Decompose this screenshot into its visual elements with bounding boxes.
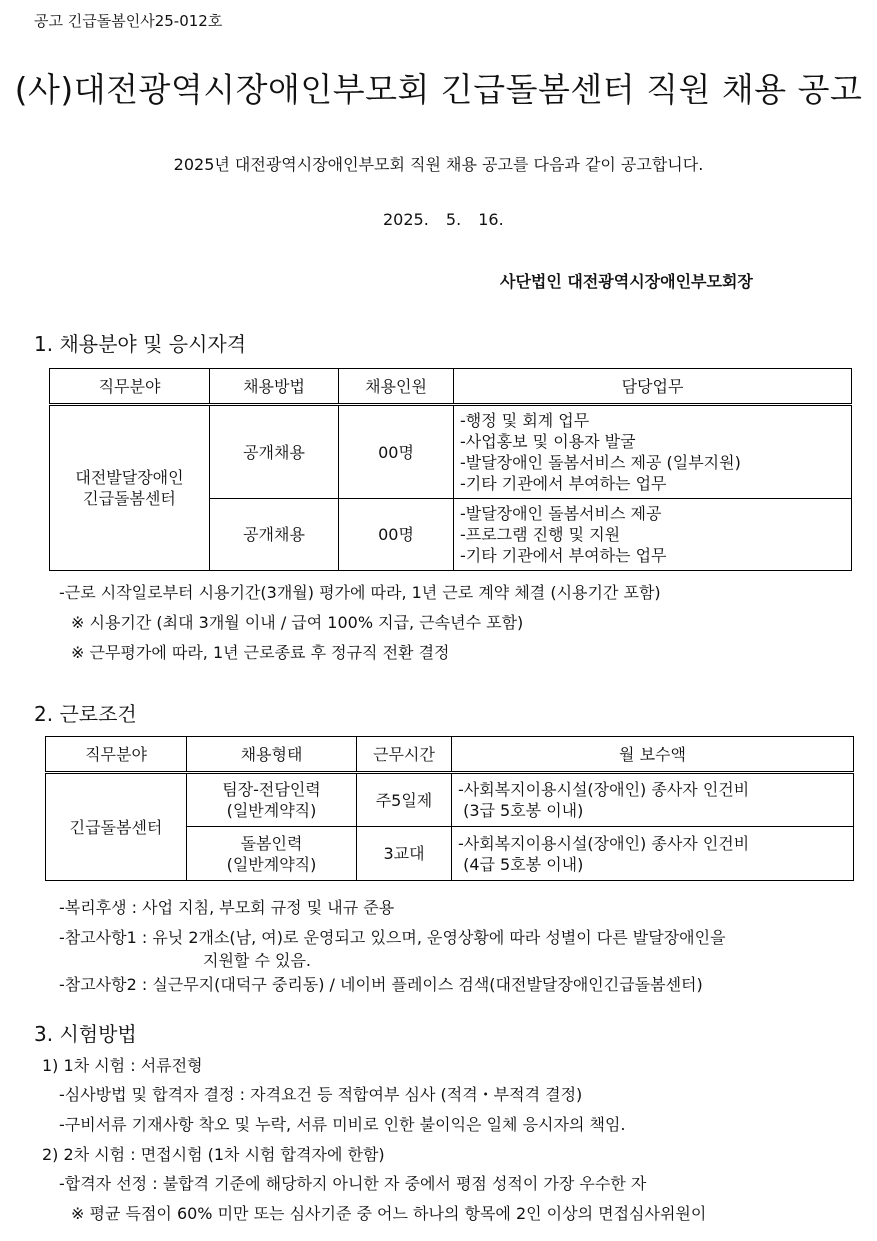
exam-stage: 2) 2차 시험 : 면접시험 (1차 시험 합격자에 한함) — [42, 1145, 385, 1164]
duty-item: -프로그램 진행 및 지원 — [460, 525, 621, 544]
table-row — [50, 405, 852, 499]
job-field-cell: 긴급돌봄센터 — [46, 773, 187, 881]
method-cell: 공개채용 — [210, 499, 339, 571]
section2-note: -복리후생 : 사업 지침, 부모회 규정 및 내규 준용 — [59, 898, 395, 917]
duties-cell — [454, 499, 852, 571]
exam-stage: 1) 1차 시험 : 서류전형 — [42, 1056, 203, 1075]
section3-heading: 3. 시험방법 — [34, 1022, 137, 1046]
pay-line: -사회복지이용시설(장애인) 종사자 인건비 — [458, 833, 750, 853]
table-row — [46, 773, 854, 827]
col-header-method: 채용방법 — [210, 369, 339, 405]
pay-cell — [452, 827, 854, 881]
section1-note: ※ 시용기간 (최대 3개월 이내 / 급여 100% 지급, 근속년수 포함) — [71, 613, 524, 632]
duties-cell — [454, 405, 852, 499]
work-conditions-table — [45, 736, 854, 881]
duty-item: -발달장애인 돌봄서비스 제공 — [460, 504, 662, 523]
exam-detail: -심사방법 및 합격자 결정 : 자격요건 등 적합여부 심사 (적격・부적격 결정) — [59, 1085, 583, 1104]
hours-cell: 주5일제 — [357, 773, 452, 827]
duty-item: -기타 기관에서 부여하는 업무 — [460, 546, 667, 565]
col-header-type: 채용형태 — [187, 737, 357, 773]
type-cell — [187, 773, 357, 827]
pay-cell — [452, 773, 854, 827]
pay-line: (4급 5호봉 이내) — [458, 854, 584, 874]
col-header-duties: 담당업무 — [454, 369, 852, 405]
col-header-count: 채용인원 — [339, 369, 454, 405]
type-line: 팀장-전담인력 — [222, 780, 321, 799]
recruitment-table — [49, 368, 852, 571]
job-field-cell — [50, 405, 210, 571]
count-cell: 00명 — [339, 405, 454, 499]
duty-item: -행정 및 회계 업무 — [460, 411, 590, 430]
section2-heading: 2. 근로조건 — [34, 702, 137, 726]
type-cell — [187, 827, 357, 881]
section2-note: -참고사항1 : 유닛 2개소(남, 여)로 운영되고 있으며, 운영상황에 따라 성별이 다른 발달장애인을 — [59, 928, 726, 947]
col-header-field: 직무분야 — [50, 369, 210, 405]
method-cell: 공개채용 — [210, 405, 339, 499]
exam-detail: ※ 평균 득점이 60% 미만 또는 심사기준 중 어느 하나의 항목에 2인 이상의 면접심사위원이 — [71, 1204, 707, 1223]
issuer-name: 사단법인 대전광역시장애인부모회장 — [500, 272, 753, 291]
duty-item: -발달장애인 돌봄서비스 제공 (일부지원) — [460, 453, 741, 472]
section2-note: 지원할 수 있음. — [203, 951, 311, 970]
notice-number: 공고 긴급돌봄인사25-012호 — [34, 12, 223, 30]
hours-cell: 3교대 — [357, 827, 452, 881]
section2-note: -참고사항2 : 실근무지(대덕구 중리동) / 네이버 플레이스 검색(대전발달장애인긴급돌봄센터) — [59, 975, 703, 994]
pay-line: (3급 5호봉 이내) — [458, 801, 584, 820]
section1-note: ※ 근무평가에 따라, 1년 근로종료 후 정규직 전환 결정 — [71, 643, 450, 662]
pay-line: -사회복지이용시설(장애인) 종사자 인건비 — [458, 780, 750, 799]
col-header-hours: 근무시간 — [357, 737, 452, 773]
exam-detail: -합격자 선정 : 불합격 기준에 해당하지 아니한 자 중에서 평점 성적이 가장 우수한 자 — [59, 1174, 647, 1193]
count-cell: 00명 — [339, 499, 454, 571]
intro-text: 2025년 대전광역시장애인부모회 직원 채용 공고를 다음과 같이 공고합니다. — [173, 155, 704, 174]
type-line: (일반계약직) — [226, 801, 317, 820]
col-header-pay: 월 보수액 — [452, 737, 854, 773]
type-line: (일반계약직) — [226, 854, 317, 874]
exam-detail: -구비서류 기재사항 착오 및 누락, 서류 미비로 인한 불이익은 일체 응시자의 책임. — [59, 1115, 626, 1134]
duty-item: -사업홍보 및 이용자 발굴 — [460, 432, 636, 451]
page-title: (사)대전광역시장애인부모회 긴급돌봄센터 직원 채용 공고 — [14, 70, 863, 109]
job-field-line: 대전발달장애인 — [75, 468, 184, 487]
section1-heading: 1. 채용분야 및 응시자격 — [34, 332, 247, 356]
job-field-line: 긴급돌봄센터 — [83, 489, 176, 508]
duty-item: -기타 기관에서 부여하는 업무 — [460, 474, 667, 493]
col-header-field: 직무분야 — [46, 737, 187, 773]
section1-note: -근로 시작일로부터 시용기간(3개월) 평가에 따라, 1년 근로 계약 체결 (시용기간 포함) — [59, 583, 661, 602]
announcement-date: 2025. 5. 16. — [383, 210, 504, 229]
type-line: 돌봄인력 — [240, 833, 303, 853]
